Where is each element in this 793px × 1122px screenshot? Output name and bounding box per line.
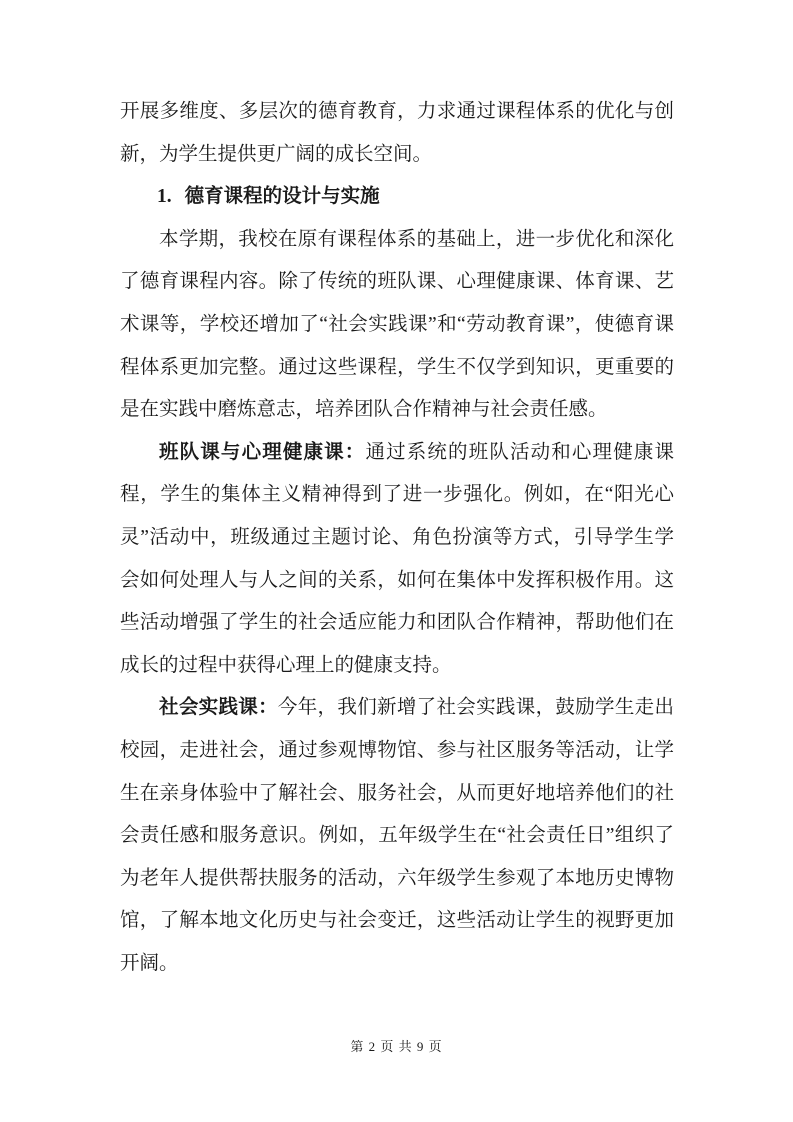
- heading-title: 德育课程的设计与实施: [184, 186, 380, 208]
- heading-number: 1.: [157, 186, 172, 208]
- paragraph: [120, 432, 674, 688]
- paragraph: 本学期，我校在原有课程体系的基础上，进一步优化和深化了德育课程内容。除了传统的班队课、心理健康课、体育课、艺术课等，学校还增加了“社会实践课”和“劳动教育课”，使德育课程体系更加完整。通过这些课程，学生不仅学到知识，更重要的是在实践中磨炼意志，培养团队合作精神与社会责任感。: [120, 228, 674, 421]
- page-footer: [0, 1038, 793, 1056]
- page-body: [120, 91, 674, 985]
- paragraph-lead: 社会实践课：: [159, 697, 278, 719]
- paragraph-lead: 班队课与心理健康课：: [159, 441, 366, 463]
- page-number-label: 第 2 页 共 9 页: [350, 1039, 443, 1054]
- section-heading: [120, 176, 674, 219]
- paragraph-text: 通过系统的班队活动和心理健康课程，学生的集体主义精神得到了进一步强化。例如，在“阳光心灵”活动中，班级通过主题讨论、角色扮演等方式，引导学生学会如何处理人与人之间的关系，如何在集体中发挥积极作用。这些活动增强了学生的社会适应能力和团队合作精神，帮助他们在成长的过程中获得心理上的健康支持。: [120, 441, 674, 676]
- paragraph-text: 今年，我们新增了社会实践课，鼓励学生走出校园，走进社会，通过参观博物馆、参与社区服务等活动，让学生在亲身体验中了解社会、服务社会，从而更好地培养他们的社会责任感和服务意识。例如，五年级学生在“社会责任日”组织了为老年人提供帮扶服务的活动，六年级学生参观了本地历史博物馆，了解本地文化历史与社会变迁，这些活动让学生的视野更加开阔。: [120, 697, 674, 974]
- intro-continuation-paragraph: 开展多维度、多层次的德育教育，力求通过课程体系的优化与创新，为学生提供更广阔的成长空间。: [120, 101, 674, 165]
- paragraph: [120, 687, 674, 985]
